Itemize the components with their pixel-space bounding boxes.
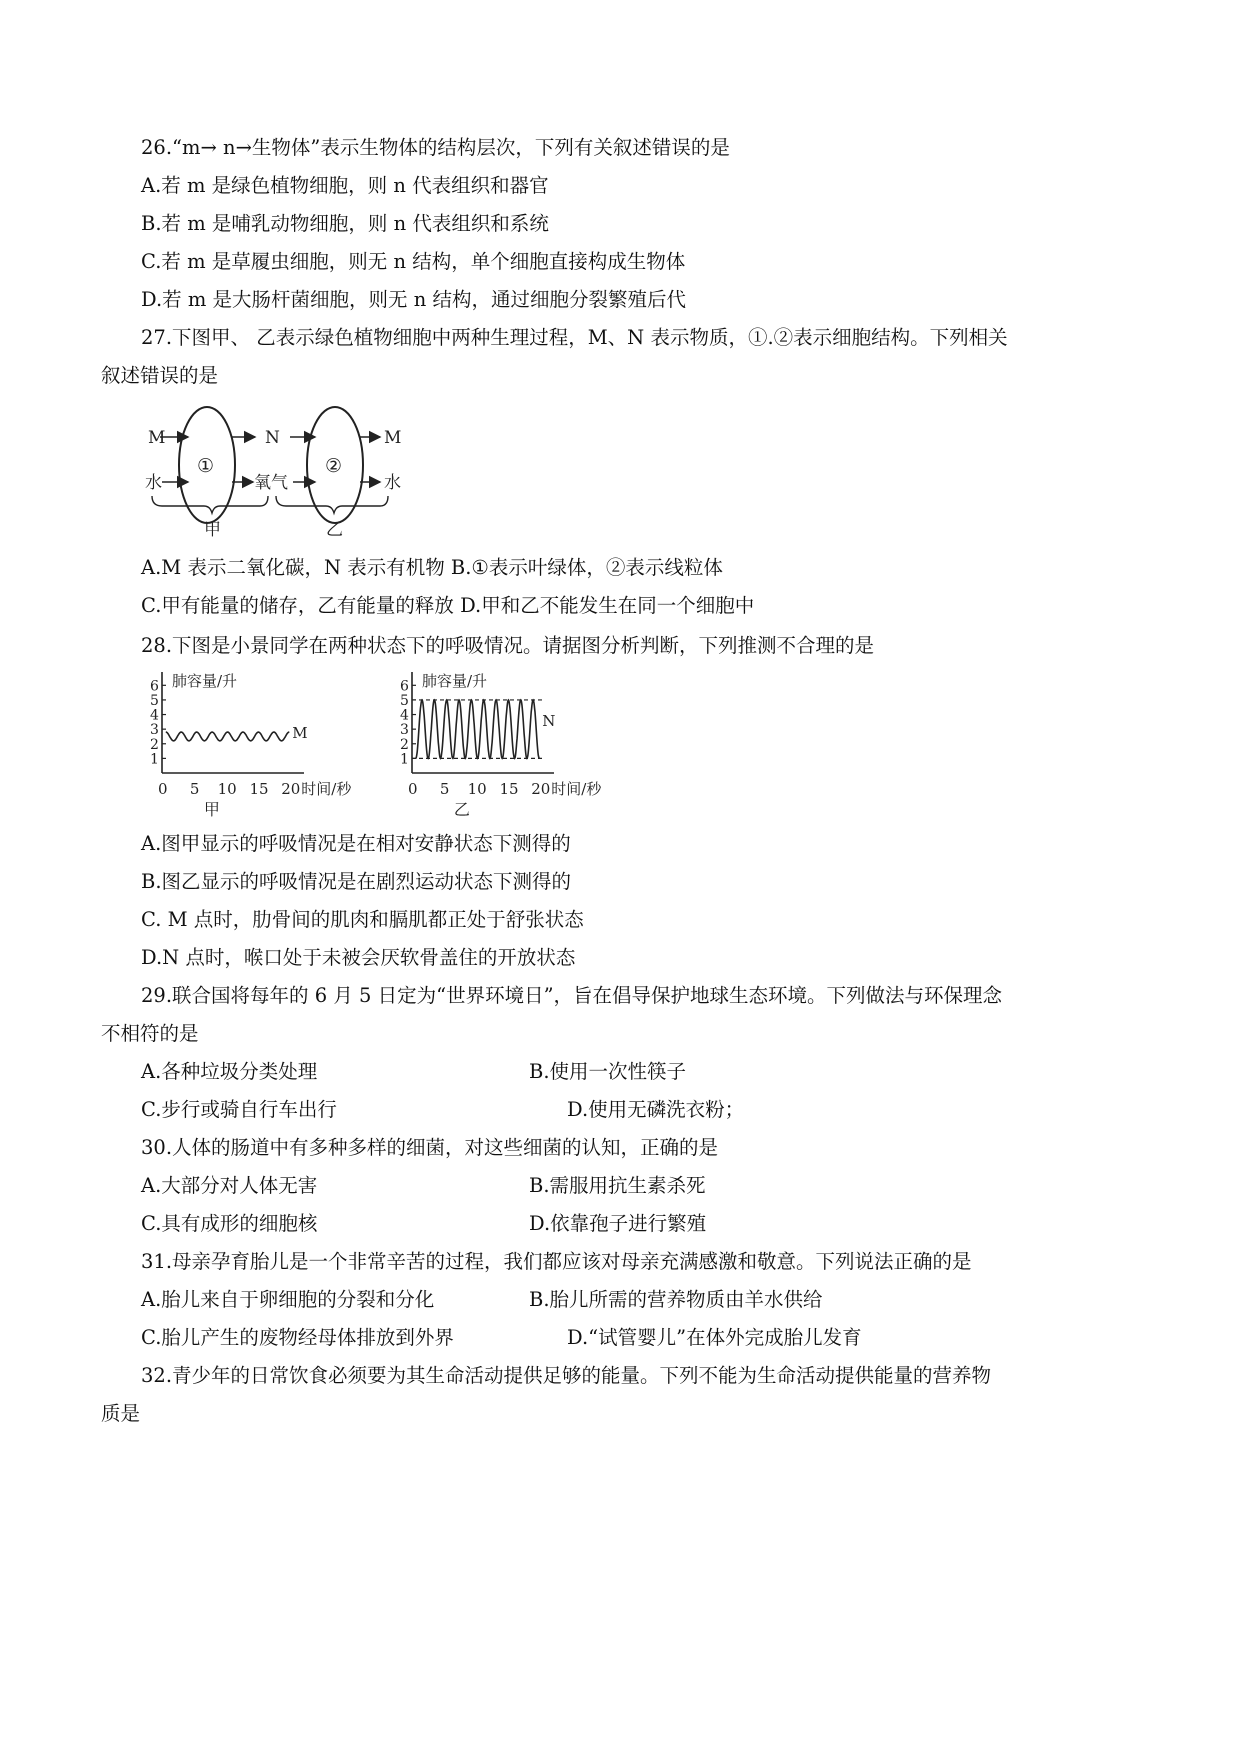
y-tick-label: 2: [150, 736, 159, 753]
chart-title: 甲: [203, 800, 220, 819]
y-tick-label: 1: [150, 751, 159, 768]
q31-option-d: D.“试管婴儿”在体外完成胎儿发育: [567, 1326, 862, 1349]
y-tick-label: 6: [400, 678, 409, 695]
q26-option-a: A.若 m 是绿色植物细胞，则 n 代表组织和器官: [141, 174, 549, 197]
q32-stem-line1: 32.青少年的日常饮食必须要为其生命活动提供足够的能量。下列不能为生命活动提供能量的营养物: [141, 1364, 992, 1387]
q28-option-b: B.图乙显示的呼吸情况是在剧烈运动状态下测得的: [141, 870, 572, 893]
label-oxygen: 氧气: [254, 473, 288, 493]
series-line-M: [166, 732, 289, 741]
x-tick-label: 20: [531, 780, 551, 798]
q32-stem-line2: 质是: [101, 1402, 141, 1425]
y-tick-label: 5: [150, 692, 159, 709]
y-tick-label: 4: [400, 707, 409, 724]
y-tick-label: 1: [400, 751, 409, 768]
label-m-in: M: [148, 428, 166, 448]
q27-stem-line2: 叙述错误的是: [101, 364, 219, 387]
q28-option-d: D.N 点时，喉口处于未被会厌软骨盖住的开放状态: [141, 946, 576, 969]
q26-option-d: D.若 m 是大肠杆菌细胞，则无 n 结构，通过细胞分裂繁殖后代: [141, 288, 686, 311]
y-tick-label: 5: [400, 692, 409, 709]
q30-option-c: C.具有成形的细胞核: [141, 1212, 318, 1235]
x-tick-label: 0: [408, 780, 418, 798]
x-tick-label: 0: [158, 780, 168, 798]
x-tick-label: 5: [439, 780, 450, 798]
x-tick-label: 10: [467, 780, 487, 798]
brace-yi: [276, 496, 388, 513]
q29-stem-line2: 不相符的是: [101, 1022, 199, 1045]
label-n: N: [265, 428, 280, 448]
q27-option-ab: A.M 表示二氧化碳，N 表示有机物 B.①表示叶绿体，②表示线粒体: [141, 556, 723, 579]
brace-jia: [152, 496, 268, 513]
series-label-N: N: [542, 712, 556, 731]
q27-cell-process-figure: [140, 400, 470, 560]
chart-title: 乙: [453, 800, 470, 819]
q27-option-cd: C.甲有能量的储存，乙有能量的释放 D.甲和乙不能发生在同一个细胞中: [141, 594, 755, 617]
q31-stem: 31.母亲孕育胎儿是一个非常辛苦的过程，我们都应该对母亲充满感激和敬意。下列说法正确的是: [141, 1250, 972, 1273]
y-tick-label: 6: [150, 678, 159, 695]
q30-option-a: A.大部分对人体无害: [141, 1174, 318, 1197]
q31-option-c: C.胎儿产生的废物经母体排放到外界: [141, 1326, 454, 1349]
label-cell-2: ②: [325, 455, 343, 477]
q28-chart-yi: [390, 670, 630, 840]
q26-option-c: C.若 m 是草履虫细胞，则无 n 结构，单个细胞直接构成生物体: [141, 250, 686, 273]
series-label-M: M: [292, 724, 308, 743]
q27-stem-line1: 27.下图甲、 乙表示绿色植物细胞中两种生理过程，M、N 表示物质，①.②表示细胞结构。下列相关: [141, 326, 1008, 349]
q31-option-b: B.胎儿所需的营养物质由羊水供给: [529, 1288, 823, 1311]
x-tick-label: 20: [281, 780, 301, 798]
x-tick-label: 5: [189, 780, 200, 798]
q29-option-d: D.使用无磷洗衣粉；: [567, 1098, 745, 1121]
q28-option-c: C. M 点时，肋骨间的肌肉和膈肌都正处于舒张状态: [141, 908, 584, 931]
q28-option-a: A.图甲显示的呼吸情况是在相对安静状态下测得的: [141, 832, 571, 855]
q30-option-b: B.需服用抗生素杀死: [529, 1174, 706, 1197]
label-water-out: 水: [384, 473, 401, 493]
q31-option-a: A.胎儿来自于卵细胞的分裂和分化: [141, 1288, 435, 1311]
q29-option-a: A.各种垃圾分类处理: [141, 1060, 318, 1083]
q26-stem: 26.“m→ n→生物体”表示生物体的结构层次，下列有关叙述错误的是: [141, 136, 730, 159]
y-tick-label: 3: [400, 722, 409, 739]
y-axis-label: 肺容量/升: [172, 672, 238, 690]
q29-option-c: C.步行或骑自行车出行: [141, 1098, 337, 1121]
y-tick-label: 2: [400, 736, 409, 753]
x-axis-label: 时间/秒: [551, 780, 602, 798]
y-tick-label: 4: [150, 707, 159, 724]
q30-stem: 30.人体的肠道中有多种多样的细菌，对这些细菌的认知，正确的是: [141, 1136, 719, 1159]
label-m-out: M: [384, 428, 402, 448]
x-tick-label: 10: [217, 780, 237, 798]
label-jia: 甲: [204, 520, 221, 540]
q28-chart-jia: [140, 670, 380, 840]
label-yi: 乙: [326, 520, 343, 540]
q26-option-b: B.若 m 是哺乳动物细胞，则 n 代表组织和系统: [141, 212, 549, 235]
y-axis-label: 肺容量/升: [422, 672, 488, 690]
label-cell-1: ①: [197, 455, 215, 477]
x-axis-label: 时间/秒: [301, 780, 352, 798]
q29-option-b: B.使用一次性筷子: [529, 1060, 687, 1083]
q30-option-d: D.依靠孢子进行繁殖: [529, 1212, 707, 1235]
x-tick-label: 15: [249, 780, 269, 798]
label-water-in: 水: [145, 473, 162, 493]
y-tick-label: 3: [150, 722, 159, 739]
series-line-N: [416, 700, 540, 759]
q28-stem: 28.下图是小景同学在两种状态下的呼吸情况。请据图分析判断，下列推测不合理的是: [141, 634, 875, 657]
x-tick-label: 15: [499, 780, 519, 798]
q29-stem-line1: 29.联合国将每年的 6 月 5 日定为“世界环境日”，旨在倡导保护地球生态环境。下列做法与环保理念: [141, 984, 1003, 1007]
